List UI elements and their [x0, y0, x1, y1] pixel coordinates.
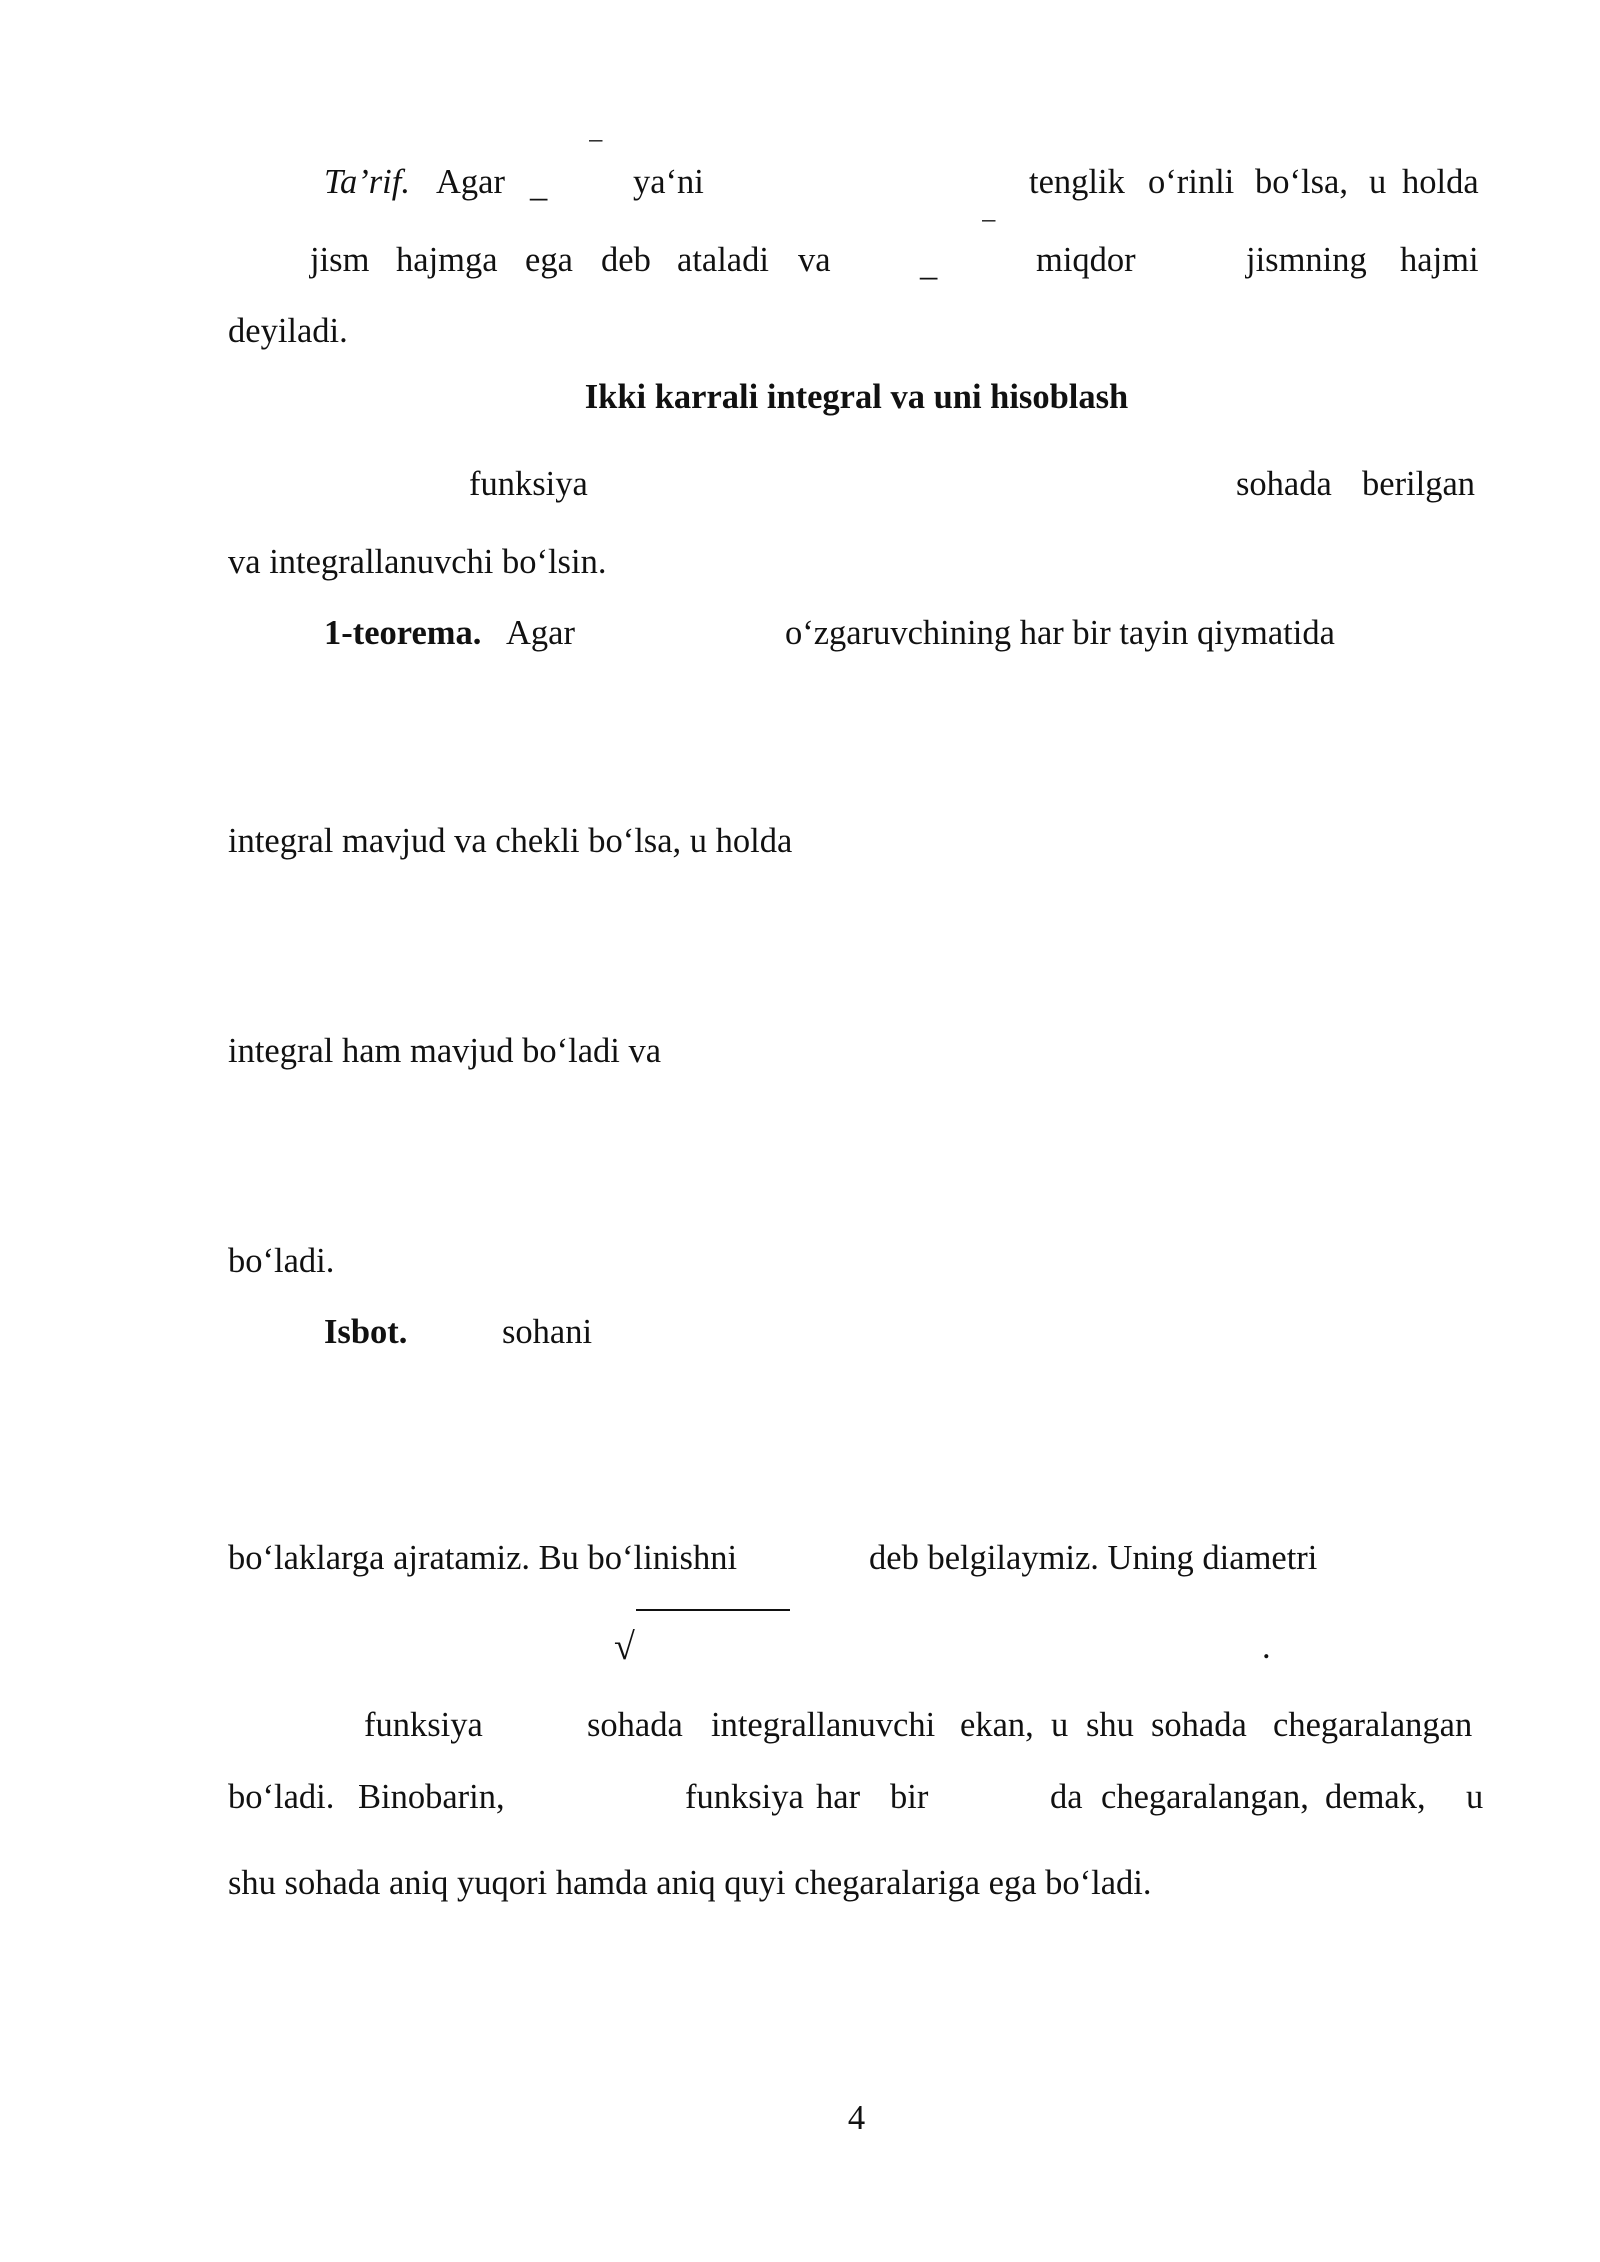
text-line: integral mavjud va chekli bo‘lsa, u holda	[228, 822, 793, 860]
word-hajmi: hajmi	[1400, 241, 1479, 279]
word-integrallanuvchi: integrallanuvchi	[711, 1706, 936, 1744]
word-u: u	[1369, 163, 1387, 201]
word-bolsa: bo‘lsa,	[1255, 163, 1348, 201]
word-deb: deb	[601, 241, 651, 279]
formula-overline: ‾	[590, 138, 602, 176]
word-chegaralangan: chegaralangan,	[1101, 1778, 1309, 1816]
section-title: Ikki karrali integral va uni hisoblash	[584, 378, 1129, 416]
text-line: integral ham mavjud bo‘ladi va	[228, 1032, 662, 1070]
word-binobarin: Binobarin,	[358, 1778, 505, 1816]
sqrt-sign: √	[614, 1626, 635, 1668]
formula-dash: _	[920, 245, 938, 283]
word-ataladi: ataladi	[677, 241, 769, 279]
word-jismning: jismning	[1246, 241, 1367, 279]
word-hajmga: hajmga	[396, 241, 498, 279]
page-number: 4	[847, 2099, 866, 2137]
word-sohada: sohada	[587, 1706, 683, 1744]
word-chegaralangan: chegaralangan	[1273, 1706, 1473, 1744]
word-holda: holda	[1402, 163, 1479, 201]
word-yani: ya‘ni	[633, 163, 704, 201]
theorem-label: 1-teorema.	[324, 614, 482, 652]
word-ekan: ekan,	[960, 1706, 1034, 1744]
word-deyiladi: deyiladi.	[228, 312, 348, 350]
word-va: va	[798, 241, 831, 279]
word-sohada: sohada	[1236, 465, 1332, 503]
text-line: bo‘ladi.	[228, 1242, 335, 1280]
word-funksiya: funksiya	[685, 1778, 804, 1816]
word-sohada: sohada	[1151, 1706, 1247, 1744]
text-line: o‘zgaruvchining har bir tayin qiymatida	[785, 614, 1335, 652]
word-demak: demak,	[1325, 1778, 1426, 1816]
word-bir: bir	[890, 1778, 929, 1816]
definition-term: Ta’rif.	[324, 163, 410, 201]
word-agar: Agar	[506, 614, 575, 652]
word-agar: Agar	[436, 163, 505, 201]
text-line: shu sohada aniq yuqori hamda aniq quyi chegaralariga ega bo‘ladi.	[228, 1864, 1152, 1902]
proof-label: Isbot.	[324, 1313, 408, 1351]
word-tenglik: tenglik	[1029, 163, 1125, 201]
sqrt-vinculum	[636, 1609, 790, 1611]
word-boladi: bo‘ladi.	[228, 1778, 335, 1816]
text-line: bo‘laklarga ajratamiz. Bu bo‘linishni	[228, 1539, 738, 1577]
text-line: deb belgilaymiz. Uning diametri	[869, 1539, 1318, 1577]
text-line: va integrallanuvchi bo‘lsin.	[228, 543, 607, 581]
formula-dash: _	[530, 166, 548, 204]
word-funksiya: funksiya	[364, 1706, 483, 1744]
word-har: har	[816, 1778, 861, 1816]
word-orinli: o‘rinli	[1148, 163, 1235, 201]
word-miqdor: miqdor	[1036, 241, 1136, 279]
word-da: da	[1050, 1778, 1083, 1816]
word-u: u	[1466, 1778, 1484, 1816]
formula-overline: ‾	[983, 218, 995, 256]
word-shu: shu	[1086, 1706, 1134, 1744]
word-funksiya: funksiya	[469, 465, 588, 503]
word-u: u	[1051, 1706, 1069, 1744]
word-ega: ega	[525, 241, 573, 279]
word-jism: jism	[310, 241, 370, 279]
word-berilgan: berilgan	[1362, 465, 1476, 503]
period: .	[1262, 1628, 1271, 1666]
word-sohani: sohani	[502, 1313, 593, 1351]
